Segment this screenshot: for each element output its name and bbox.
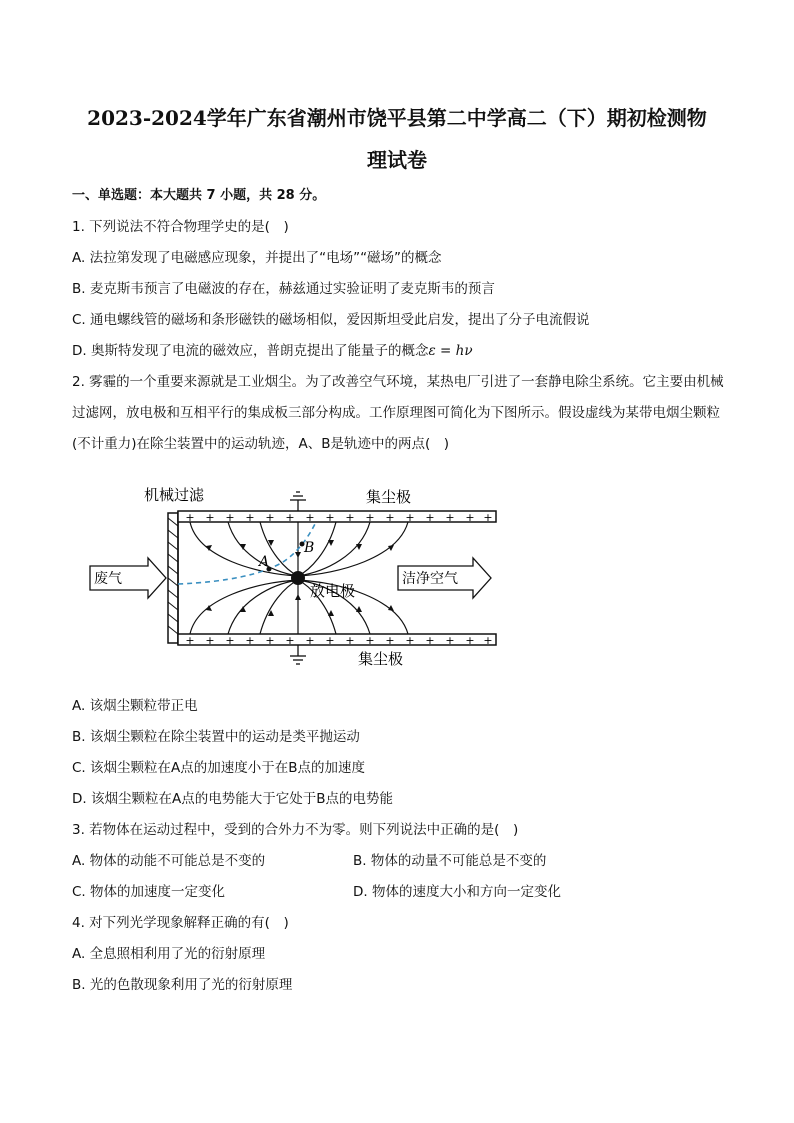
q3-option-d: D. 物体的速度大小和方向一定变化 [353, 884, 561, 900]
svg-text:+: + [185, 511, 195, 524]
q2-option-a: A. 该烟尘颗粒带正电 [72, 698, 198, 714]
svg-text:+: + [225, 634, 235, 647]
svg-text:+: + [445, 511, 455, 524]
q3-option-a: A. 物体的动能不可能总是不变的 [72, 853, 266, 869]
svg-text:+: + [385, 511, 395, 524]
collector-bottom-label: 集尘极 [358, 650, 404, 668]
svg-text:+: + [225, 511, 235, 524]
svg-text:+: + [245, 634, 255, 647]
point-a-label: A [259, 554, 270, 570]
svg-text:+: + [405, 634, 415, 647]
svg-text:+: + [205, 634, 215, 647]
q2-stem: 2. 雾霾的一个重要来源就是工业烟尘。为了改善空气环境，某热电厂引进了一套静电除尘系统。它主要由机械过滤网，放电极和互相平行的集成板三部分构成。工作原理图可简化为下图所示。假设虚线为某带电烟尘颗粒(不计重力)在除尘装置中的运动轨迹，A、B是轨迹中的两点( ) [72, 374, 724, 452]
svg-text:+: + [425, 511, 435, 524]
svg-text:+: + [365, 634, 375, 647]
exam-title-line2: 理试卷 [367, 148, 427, 172]
svg-text:+: + [465, 511, 475, 524]
discharge-electrode [291, 571, 305, 585]
svg-text:+: + [445, 634, 455, 647]
q1-option-d [72, 341, 473, 361]
electrostatic-precipitator-diagram [88, 478, 508, 678]
svg-text:+: + [285, 634, 295, 647]
svg-text:+: + [325, 634, 335, 647]
svg-text:+: + [483, 511, 493, 524]
svg-text:+: + [305, 511, 315, 524]
filter-label: 机械过滤 [144, 486, 205, 504]
q1-option-c: C. 通电螺线管的磁场和条形磁铁的磁场相似，爱因斯坦受此启发，提出了分子电流假说 [72, 312, 590, 328]
svg-text:+: + [483, 634, 493, 647]
ground-symbol-bottom [290, 645, 306, 664]
svg-text:+: + [425, 634, 435, 647]
svg-text:+: + [385, 634, 395, 647]
q3-option-b: B. 物体的动量不可能总是不变的 [353, 853, 547, 869]
q4-stem: 4. 对下列光学现象解释正确的有( ) [72, 915, 289, 931]
q2-option-b: B. 该烟尘颗粒在除尘装置中的运动是类平抛运动 [72, 729, 360, 745]
point-b-label: B [304, 540, 315, 556]
svg-text:+: + [325, 511, 335, 524]
q3-option-c: C. 物体的加速度一定变化 [72, 884, 226, 900]
svg-text:+: + [265, 511, 275, 524]
exam-title-line1: 2023-2024学年广东省潮州市饶平县第二中学高二（下）期初检测物 [87, 106, 707, 130]
svg-text:+: + [265, 634, 275, 647]
q1-option-d-text: D. 奥斯特发现了电流的磁效应，普朗克提出了能量子的概念 [72, 343, 429, 359]
ground-symbol-top [290, 492, 306, 511]
svg-text:+: + [405, 511, 415, 524]
electrode-label: 放电极 [310, 582, 356, 600]
q1-option-a: A. 法拉第发现了电磁感应现象，并提出了“电场”“磁场”的概念 [72, 250, 442, 266]
filter-mesh-hatch [168, 518, 178, 634]
collector-top-label: 集尘极 [366, 488, 412, 506]
q1-formula: ε = hν [428, 343, 473, 359]
svg-text:+: + [345, 634, 355, 647]
q1-option-b: B. 麦克斯韦预言了电磁波的存在，赫兹通过实验证明了麦克斯韦的预言 [72, 281, 495, 297]
svg-text:+: + [185, 634, 195, 647]
svg-text:+: + [205, 511, 215, 524]
q4-option-b: B. 光的色散现象利用了光的衍射原理 [72, 977, 293, 993]
q4-option-a: A. 全息照相利用了光的衍射原理 [72, 946, 266, 962]
q2-option-d: D. 该烟尘颗粒在A点的电势能大于它处于B点的电势能 [72, 791, 393, 807]
filter-mesh [168, 513, 178, 643]
q2-option-c: C. 该烟尘颗粒在A点的加速度小于在B点的加速度 [72, 760, 366, 776]
outlet-label: 洁净空气 [402, 571, 458, 587]
svg-text:+: + [245, 511, 255, 524]
svg-text:+: + [305, 634, 315, 647]
svg-text:+: + [365, 511, 375, 524]
section-heading: 一、单选题：本大题共 7 小题，共 28 分。 [72, 188, 326, 203]
svg-text:+: + [345, 511, 355, 524]
q1-stem: 1. 下列说法不符合物理学史的是( ) [72, 219, 289, 235]
q3-stem: 3. 若物体在运动过程中，受到的合外力不为零。则下列说法中正确的是( ) [72, 822, 519, 838]
svg-text:+: + [465, 634, 475, 647]
inlet-label: 废气 [94, 571, 122, 587]
svg-text:+: + [285, 511, 295, 524]
